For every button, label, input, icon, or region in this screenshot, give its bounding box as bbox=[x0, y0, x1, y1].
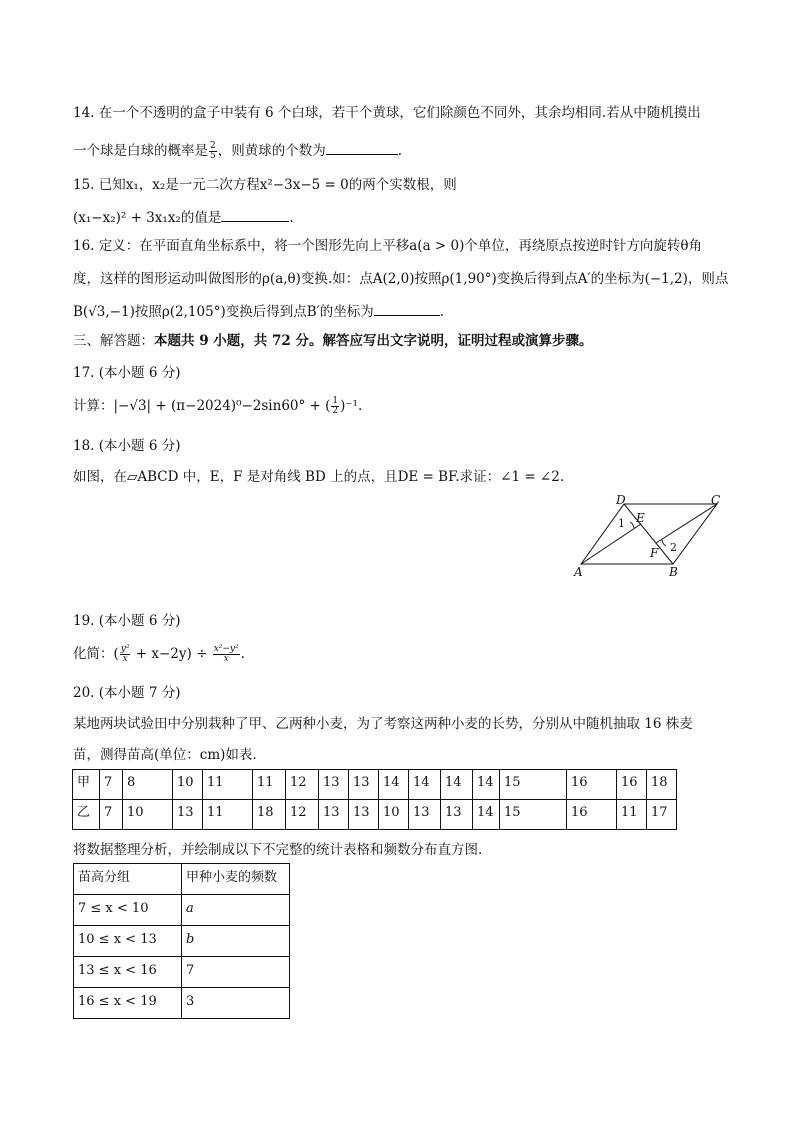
q15-line2 bbox=[73, 207, 294, 227]
section3-heading bbox=[73, 332, 592, 350]
q17-text-post: )⁻¹. bbox=[340, 398, 363, 414]
table-cell: 8 bbox=[123, 770, 173, 800]
table-cell: 13 bbox=[173, 800, 203, 830]
q17-text-pre: 计算：|−√3| + (π−2024)⁰−2sin60° + ( bbox=[73, 398, 331, 414]
table-cell: 15 bbox=[500, 800, 567, 830]
q20-header: 20. (本小题 7 分) bbox=[73, 685, 181, 701]
table-cell: 14 bbox=[409, 770, 441, 800]
q14-line1: 14. 在一个不透明的盒子中装有 6 个白球，若干个黄球，它们除颜色不同外，其余均相同.若从中随机摸出 bbox=[73, 105, 701, 121]
q14-line2 bbox=[73, 140, 402, 161]
table-cell: 13 bbox=[319, 770, 349, 800]
q17-header: 17. (本小题 6 分) bbox=[73, 365, 181, 381]
q15-answer-blank[interactable] bbox=[221, 207, 289, 222]
diagonal-bd bbox=[624, 504, 673, 564]
q19-header: 19. (本小题 6 分) bbox=[73, 613, 181, 629]
angle-1-label: 1 bbox=[618, 517, 625, 530]
table-cell: 11 bbox=[203, 800, 253, 830]
label-a: A bbox=[574, 565, 583, 579]
table-row bbox=[74, 926, 290, 957]
height-range-cell: 16 ≤ x < 19 bbox=[74, 988, 182, 1019]
table-cell: 13 bbox=[319, 800, 349, 830]
table-cell: 12 bbox=[286, 800, 319, 830]
table-cell: 10 bbox=[379, 800, 409, 830]
table-cell: 11 bbox=[203, 770, 253, 800]
q19-end: . bbox=[240, 646, 245, 662]
q14-frac-den: 5 bbox=[210, 151, 216, 161]
q19-text-pre: 化简：( bbox=[73, 646, 119, 662]
table-cell: 16 bbox=[567, 770, 617, 800]
table-cell: 7 bbox=[100, 770, 123, 800]
table-cell: 17 bbox=[647, 800, 677, 830]
q16-line3 bbox=[73, 301, 444, 321]
q17-fraction bbox=[331, 397, 339, 416]
label-c: C bbox=[711, 493, 721, 507]
table-cell: 13 bbox=[409, 800, 441, 830]
q15-end: . bbox=[289, 210, 294, 226]
table-cell: 13 bbox=[349, 770, 379, 800]
frequency-table bbox=[73, 863, 290, 1019]
angle-2-arc bbox=[662, 540, 666, 546]
q14-end: . bbox=[397, 143, 403, 159]
q16-answer-blank[interactable] bbox=[374, 301, 440, 316]
angle-2-label: 2 bbox=[670, 541, 677, 554]
q14-text-pre: 一个球是白球的概率是 bbox=[73, 143, 208, 159]
table-cell: 18 bbox=[253, 800, 286, 830]
q14-frac-num: 2 bbox=[210, 141, 216, 151]
table-row bbox=[73, 770, 677, 800]
q17-body bbox=[73, 397, 362, 416]
q17-frac-num: 1 bbox=[332, 396, 339, 406]
table-cell: 7 bbox=[100, 800, 123, 830]
section3-prefix: 三、解答题： bbox=[73, 333, 154, 349]
segment-fc bbox=[656, 504, 717, 543]
q19-body bbox=[73, 645, 245, 664]
table-cell: 11 bbox=[617, 800, 647, 830]
angle-1-arc bbox=[630, 522, 634, 528]
table-row bbox=[74, 957, 290, 988]
q18-header: 18. (本小题 6 分) bbox=[73, 438, 181, 454]
q16-line2: 度，这样的图形运动叫做图形的ρ(a,θ)变换.如：点A(2,0)按照ρ(1,90°)变换后得到点A′的坐标为(−1,2)，则点 bbox=[73, 271, 729, 287]
frequency-cell: a bbox=[182, 895, 290, 926]
q14-fraction bbox=[209, 142, 217, 161]
section3-instructions: 本题共 9 小题，共 72 分。解答应写出文字说明，证明过程或演算步骤。 bbox=[154, 333, 593, 349]
height-range-cell: 10 ≤ x < 13 bbox=[74, 926, 182, 957]
table-cell: 11 bbox=[253, 770, 286, 800]
q19-f2-den: x bbox=[223, 654, 229, 664]
table-cell: 15 bbox=[500, 770, 567, 800]
table-cell: 10 bbox=[173, 770, 203, 800]
parallelogram-figure bbox=[570, 492, 730, 584]
table-row bbox=[74, 895, 290, 926]
q16-end: . bbox=[439, 304, 444, 320]
q15-expression: (x₁−x₂)² + 3x₁x₂的值是 bbox=[73, 210, 222, 226]
table-header-row bbox=[74, 864, 290, 895]
frequency-cell: 7 bbox=[182, 957, 290, 988]
table-row bbox=[74, 988, 290, 1019]
label-e: E bbox=[636, 511, 645, 525]
q19-text-mid: + x−2y) ÷ bbox=[131, 646, 212, 662]
table-cell: 14 bbox=[379, 770, 409, 800]
q19-fraction-1 bbox=[120, 645, 131, 664]
q14-text-post: ，则黄球的个数为 bbox=[217, 143, 326, 159]
table-cell: 16 bbox=[567, 800, 617, 830]
table-cell: 10 bbox=[123, 800, 173, 830]
q16-text: B(√3,−1)按照ρ(2,105°)变换后得到点B′的坐标为 bbox=[73, 304, 374, 320]
table-cell: 12 bbox=[286, 770, 319, 800]
segment-ae bbox=[581, 524, 641, 564]
label-b: B bbox=[669, 565, 678, 579]
q19-fraction-2 bbox=[213, 645, 240, 664]
q15-line1: 15. 已知x₁，x₂是一元二次方程x²−3x−5 = 0的两个实数根，则 bbox=[73, 177, 457, 193]
table-cell: 14 bbox=[441, 770, 473, 800]
row-label-cell: 乙 bbox=[73, 800, 100, 830]
q20-line1: 某地两块试验田中分别栽种了甲、乙两种小麦，为了考察这两种小麦的长势，分别从中随机抽取 16 株麦 bbox=[73, 716, 693, 732]
frequency-cell: b bbox=[182, 926, 290, 957]
height-range-cell: 7 ≤ x < 10 bbox=[74, 895, 182, 926]
height-range-cell: 13 ≤ x < 16 bbox=[74, 957, 182, 988]
q19-f1-den: x bbox=[122, 654, 128, 664]
table-cell: 14 bbox=[473, 800, 500, 830]
table-cell: 13 bbox=[349, 800, 379, 830]
table-cell: 13 bbox=[441, 800, 473, 830]
q19-f2-num: x²−y² bbox=[213, 644, 239, 654]
label-f: F bbox=[650, 546, 659, 560]
wheat-height-table bbox=[72, 769, 677, 830]
column-header: 苗高分组 bbox=[74, 864, 182, 895]
table-cell: 18 bbox=[647, 770, 677, 800]
q20-line3: 将数据整理分析，并绘制成以下不完整的统计表格和频数分布直方图. bbox=[73, 842, 483, 858]
q18-body: 如图，在▱ABCD 中，E，F 是对角线 BD 上的点，且DE = BF.求证：∠1 = ∠2. bbox=[73, 469, 565, 485]
q14-answer-blank[interactable] bbox=[326, 140, 398, 155]
q16-line1: 16. 定义：在平面直角坐标系中，将一个图形先向上平移a(a > 0)个单位，再绕原点按逆时针方向旋转θ角 bbox=[73, 238, 703, 254]
frequency-cell: 3 bbox=[182, 988, 290, 1019]
q20-line2: 苗，测得苗高(单位：cm)如表. bbox=[73, 747, 257, 763]
label-d: D bbox=[616, 493, 626, 507]
column-header: 甲种小麦的频数 bbox=[182, 864, 290, 895]
q17-frac-den: 2 bbox=[332, 406, 339, 416]
table-row bbox=[73, 800, 677, 830]
q19-f1-num: y² bbox=[120, 644, 130, 654]
table-cell: 16 bbox=[617, 770, 647, 800]
row-label-cell: 甲 bbox=[73, 770, 100, 800]
table-cell: 14 bbox=[473, 770, 500, 800]
